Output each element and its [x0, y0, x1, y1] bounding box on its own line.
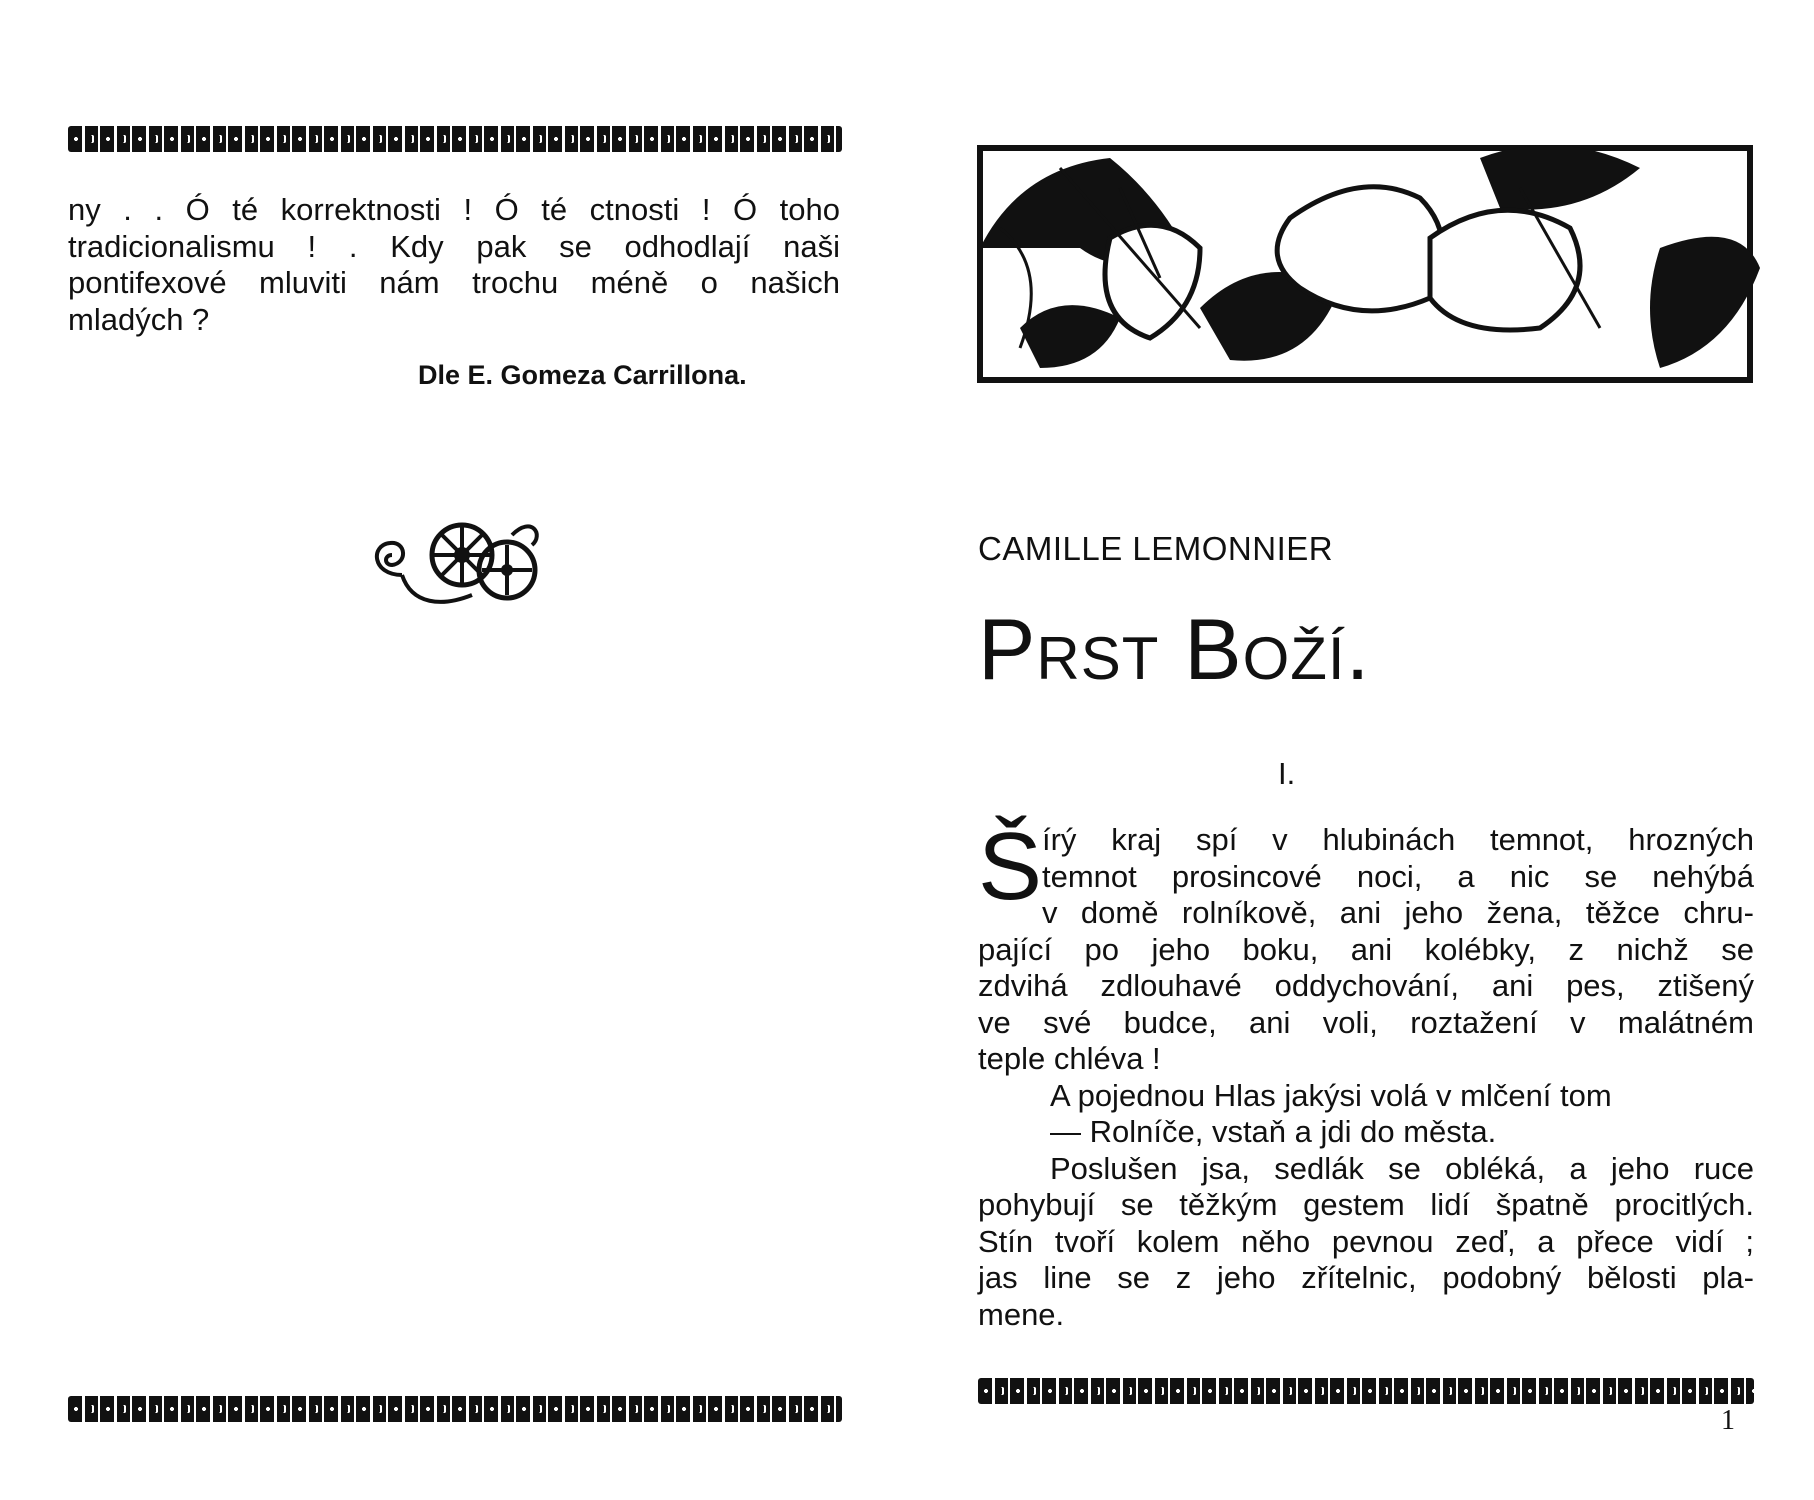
text-line: Stín tvoří kolem něho pevnou zeď, a přece vidí ;	[978, 1223, 1754, 1259]
top-ornamental-border	[68, 126, 842, 152]
text-line: Poslušen jsa, sedlák se obléká, a jeho ruce	[1050, 1150, 1754, 1186]
paragraph-2: A pojednou Hlas jakýsi volá v mlčení tom	[1050, 1077, 1612, 1113]
text-line: pontifexové mluviti nám trochu méně o našich	[68, 265, 840, 300]
floral-header-vignette-icon	[960, 128, 1780, 390]
text-line: temnot prosincové noci, a nic se nehýbá	[1042, 858, 1754, 894]
text-line: zdvihá zdlouhavé oddychování, ani pes, ztišený	[978, 968, 1754, 1003]
text-line: mladých ?	[68, 301, 210, 337]
text-line: ny . . Ó té korrektnosti ! Ó té ctnosti ! Ó toho	[68, 192, 840, 227]
right-page	[900, 0, 1814, 1500]
paragraph-1	[978, 813, 1754, 1078]
text-line: pající po jeho boku, ani kolébky, z nichž se	[978, 931, 1754, 967]
left-page	[0, 0, 900, 1500]
text-line: v domě rolníkově, ani jeho žena, těžce chru-	[1042, 895, 1754, 930]
floral-ornament-icon	[362, 515, 544, 611]
page-number: 1	[1721, 1405, 1735, 1436]
chapter-number: I.	[1278, 756, 1296, 791]
chapter-title: Prst Boží.	[978, 602, 1371, 698]
paragraph-3: — Rolníče, vstaň a jdi do města.	[1050, 1114, 1497, 1149]
author-name: CAMILLE LEMONNIER	[978, 530, 1334, 567]
text-line: teple chléva !	[978, 1041, 1161, 1076]
signature: Dle E. Gomeza Carrillona.	[418, 360, 747, 390]
paragraph-4	[978, 1151, 1754, 1334]
bottom-ornamental-border	[978, 1378, 1754, 1404]
text-line: ve své budce, ani voli, roztažení v malátném	[978, 1004, 1754, 1040]
text-line: tradicionalismu ! . Kdy pak se odhodlají naši	[68, 228, 840, 264]
bottom-ornamental-border	[68, 1396, 842, 1422]
right-body-text	[978, 813, 1754, 1333]
left-paragraph	[68, 192, 840, 338]
text-line: írý kraj spí v hlubinách temnot, hrozných	[1042, 822, 1754, 857]
text-line: jas line se z jeho zřítelnic, podobný bělosti pla-	[978, 1260, 1754, 1295]
text-line: mene.	[978, 1296, 1065, 1332]
text-line: pohybují se těžkým gestem lidí špatně procitlých.	[978, 1187, 1754, 1222]
drop-cap: Š	[978, 813, 1043, 920]
